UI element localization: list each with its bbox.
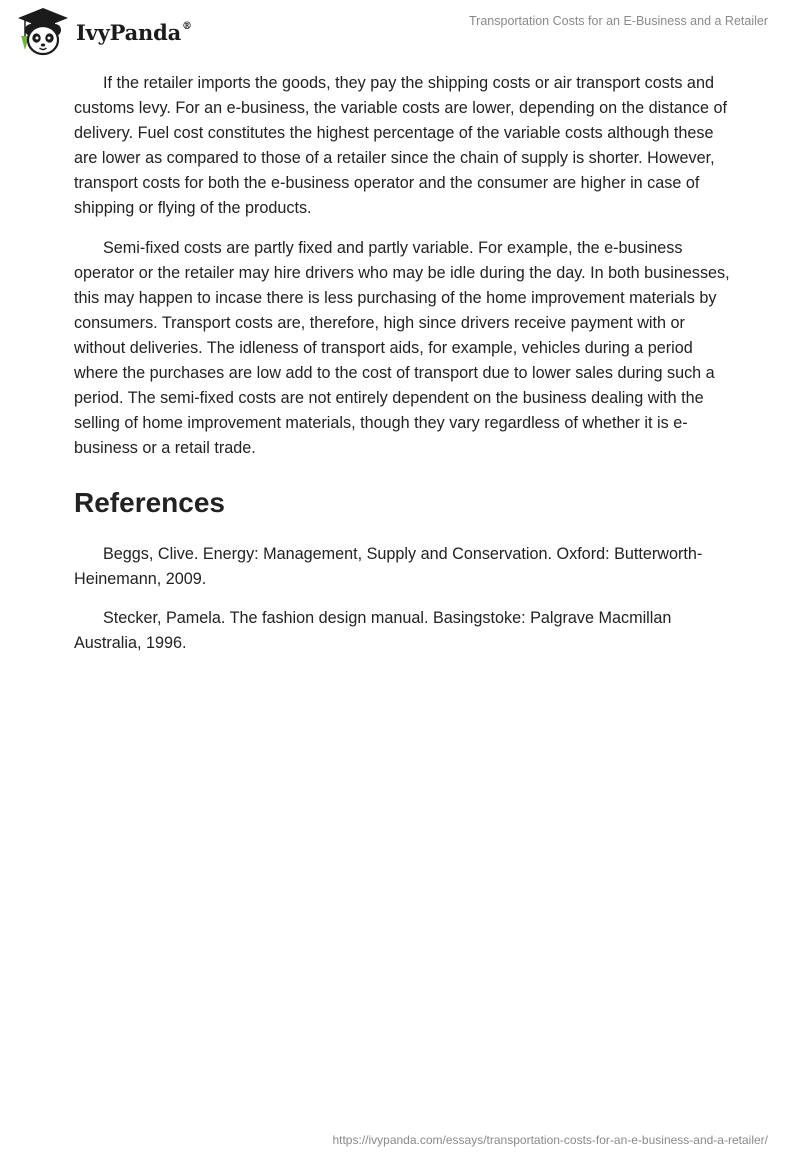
document-title: Transportation Costs for an E-Business and a Retailer xyxy=(469,14,768,28)
reference-item-2: Stecker, Pamela. The fashion design manual. Basingstoke: Palgrave Macmillan Australia, 1996. xyxy=(74,609,672,653)
ivypanda-logo[interactable] xyxy=(14,6,192,56)
page-header xyxy=(0,0,800,62)
panda-graduate-icon xyxy=(14,6,72,56)
body-paragraph-2: Semi-fixed costs are partly fixed and partly variable. For example, the e-business operator or the retailer may hire drivers who may be idle during the day. In both businesses, this may happen to incase there is less purchasing of the home improvement materials by consumers. Transport costs are, therefore, high since drivers receive payment with or without deliveries. The idleness of transport aids, for example, vehicles during a period where the purchases are low add to the cost of transport due to lower sales during such a period. The semi-fixed costs are not entirely dependent on the business dealing with the selling of home improvement materials, though they vary regardless of whether it is e-business or a retail trade. xyxy=(74,239,730,457)
reference-item-1: Beggs, Clive. Energy: Management, Supply and Conservation. Oxford: Butterworth-Heinemann, 2009. xyxy=(74,544,703,588)
body-paragraph-1: If the retailer imports the goods, they pay the shipping costs or air transport costs and customs levy. For an e-business, the variable costs are lower, depending on the distance of delivery. Fuel cost constitutes the highest percentage of the variable costs although these are lower as compared to those of a retailer since the chain of supply is shorter. However, transport costs for both the e-business operator and the consumer are higher in case of shipping or flying of the products. xyxy=(74,74,727,217)
references-heading: References xyxy=(74,486,225,518)
brand-name: IvyPanda® xyxy=(76,19,192,45)
document-body xyxy=(74,71,734,671)
source-url-link[interactable]: https://ivypanda.com/essays/transportation-costs-for-an-e-business-and-a-retailer/ xyxy=(332,1133,768,1147)
registered-mark: ® xyxy=(182,20,192,32)
